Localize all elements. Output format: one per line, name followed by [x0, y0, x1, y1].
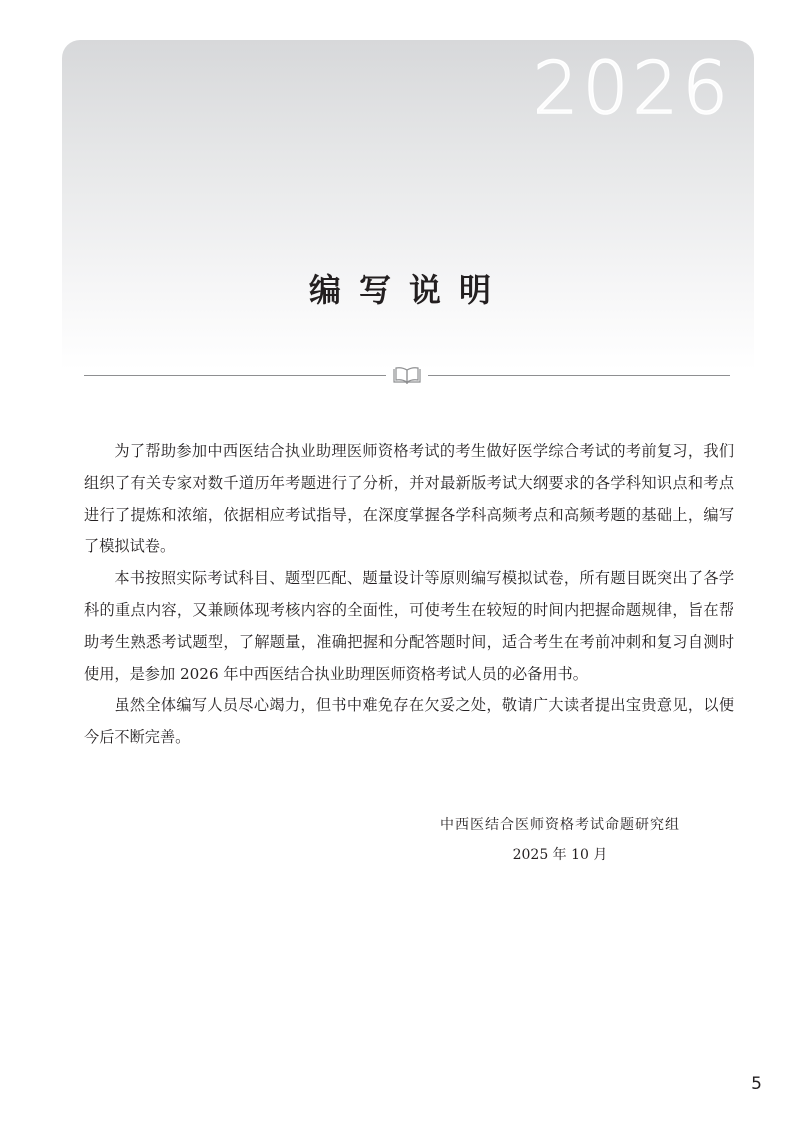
preface-paragraph: 本书按照实际考试科目、题型匹配、题量设计等原则编写模拟试卷，所有题目既突出了各学科的重点内容，又兼顾体现考核内容的全面性，可使考生在较短的时间内把握命题规律，旨在帮助考生熟悉考试题型，了解题量，准确把握和分配答题时间，适合考生在考前冲刺和复习自测时使用，是参加 2026 年中西医结合执业助理医师资格考试人员的必备用书。 — [84, 569, 734, 683]
title-divider — [84, 365, 730, 385]
signature-date: 2025 年 10 月 — [512, 847, 608, 863]
signature-organization: 中西医结合医师资格考试命题研究组 — [440, 817, 680, 833]
page-number: 5 — [751, 1074, 762, 1094]
preface-paragraph: 虽然全体编写人员尽心竭力，但书中难免存在欠妥之处，敬请广大读者提出宝贵意见，以便今后不断完善。 — [84, 696, 734, 747]
preface-paragraph: 为了帮助参加中西医结合执业助理医师资格考试的考生做好医学综合考试的考前复习，我们组织了有关专家对数千道历年考题进行了分析，并对最新版考试大纲要求的各学科知识点和考点进行了提炼和浓缩，依据相应考试指导，在深度掌握各学科高频考点和高频考题的基础上，编写了模拟试卷。 — [84, 442, 734, 556]
divider-line-right — [428, 375, 730, 376]
open-book-icon — [391, 365, 423, 385]
preface-body — [84, 436, 734, 754]
year-watermark: 2026 — [532, 46, 732, 130]
divider-line-left — [84, 375, 386, 376]
page-title: 编写说明 — [308, 271, 509, 309]
